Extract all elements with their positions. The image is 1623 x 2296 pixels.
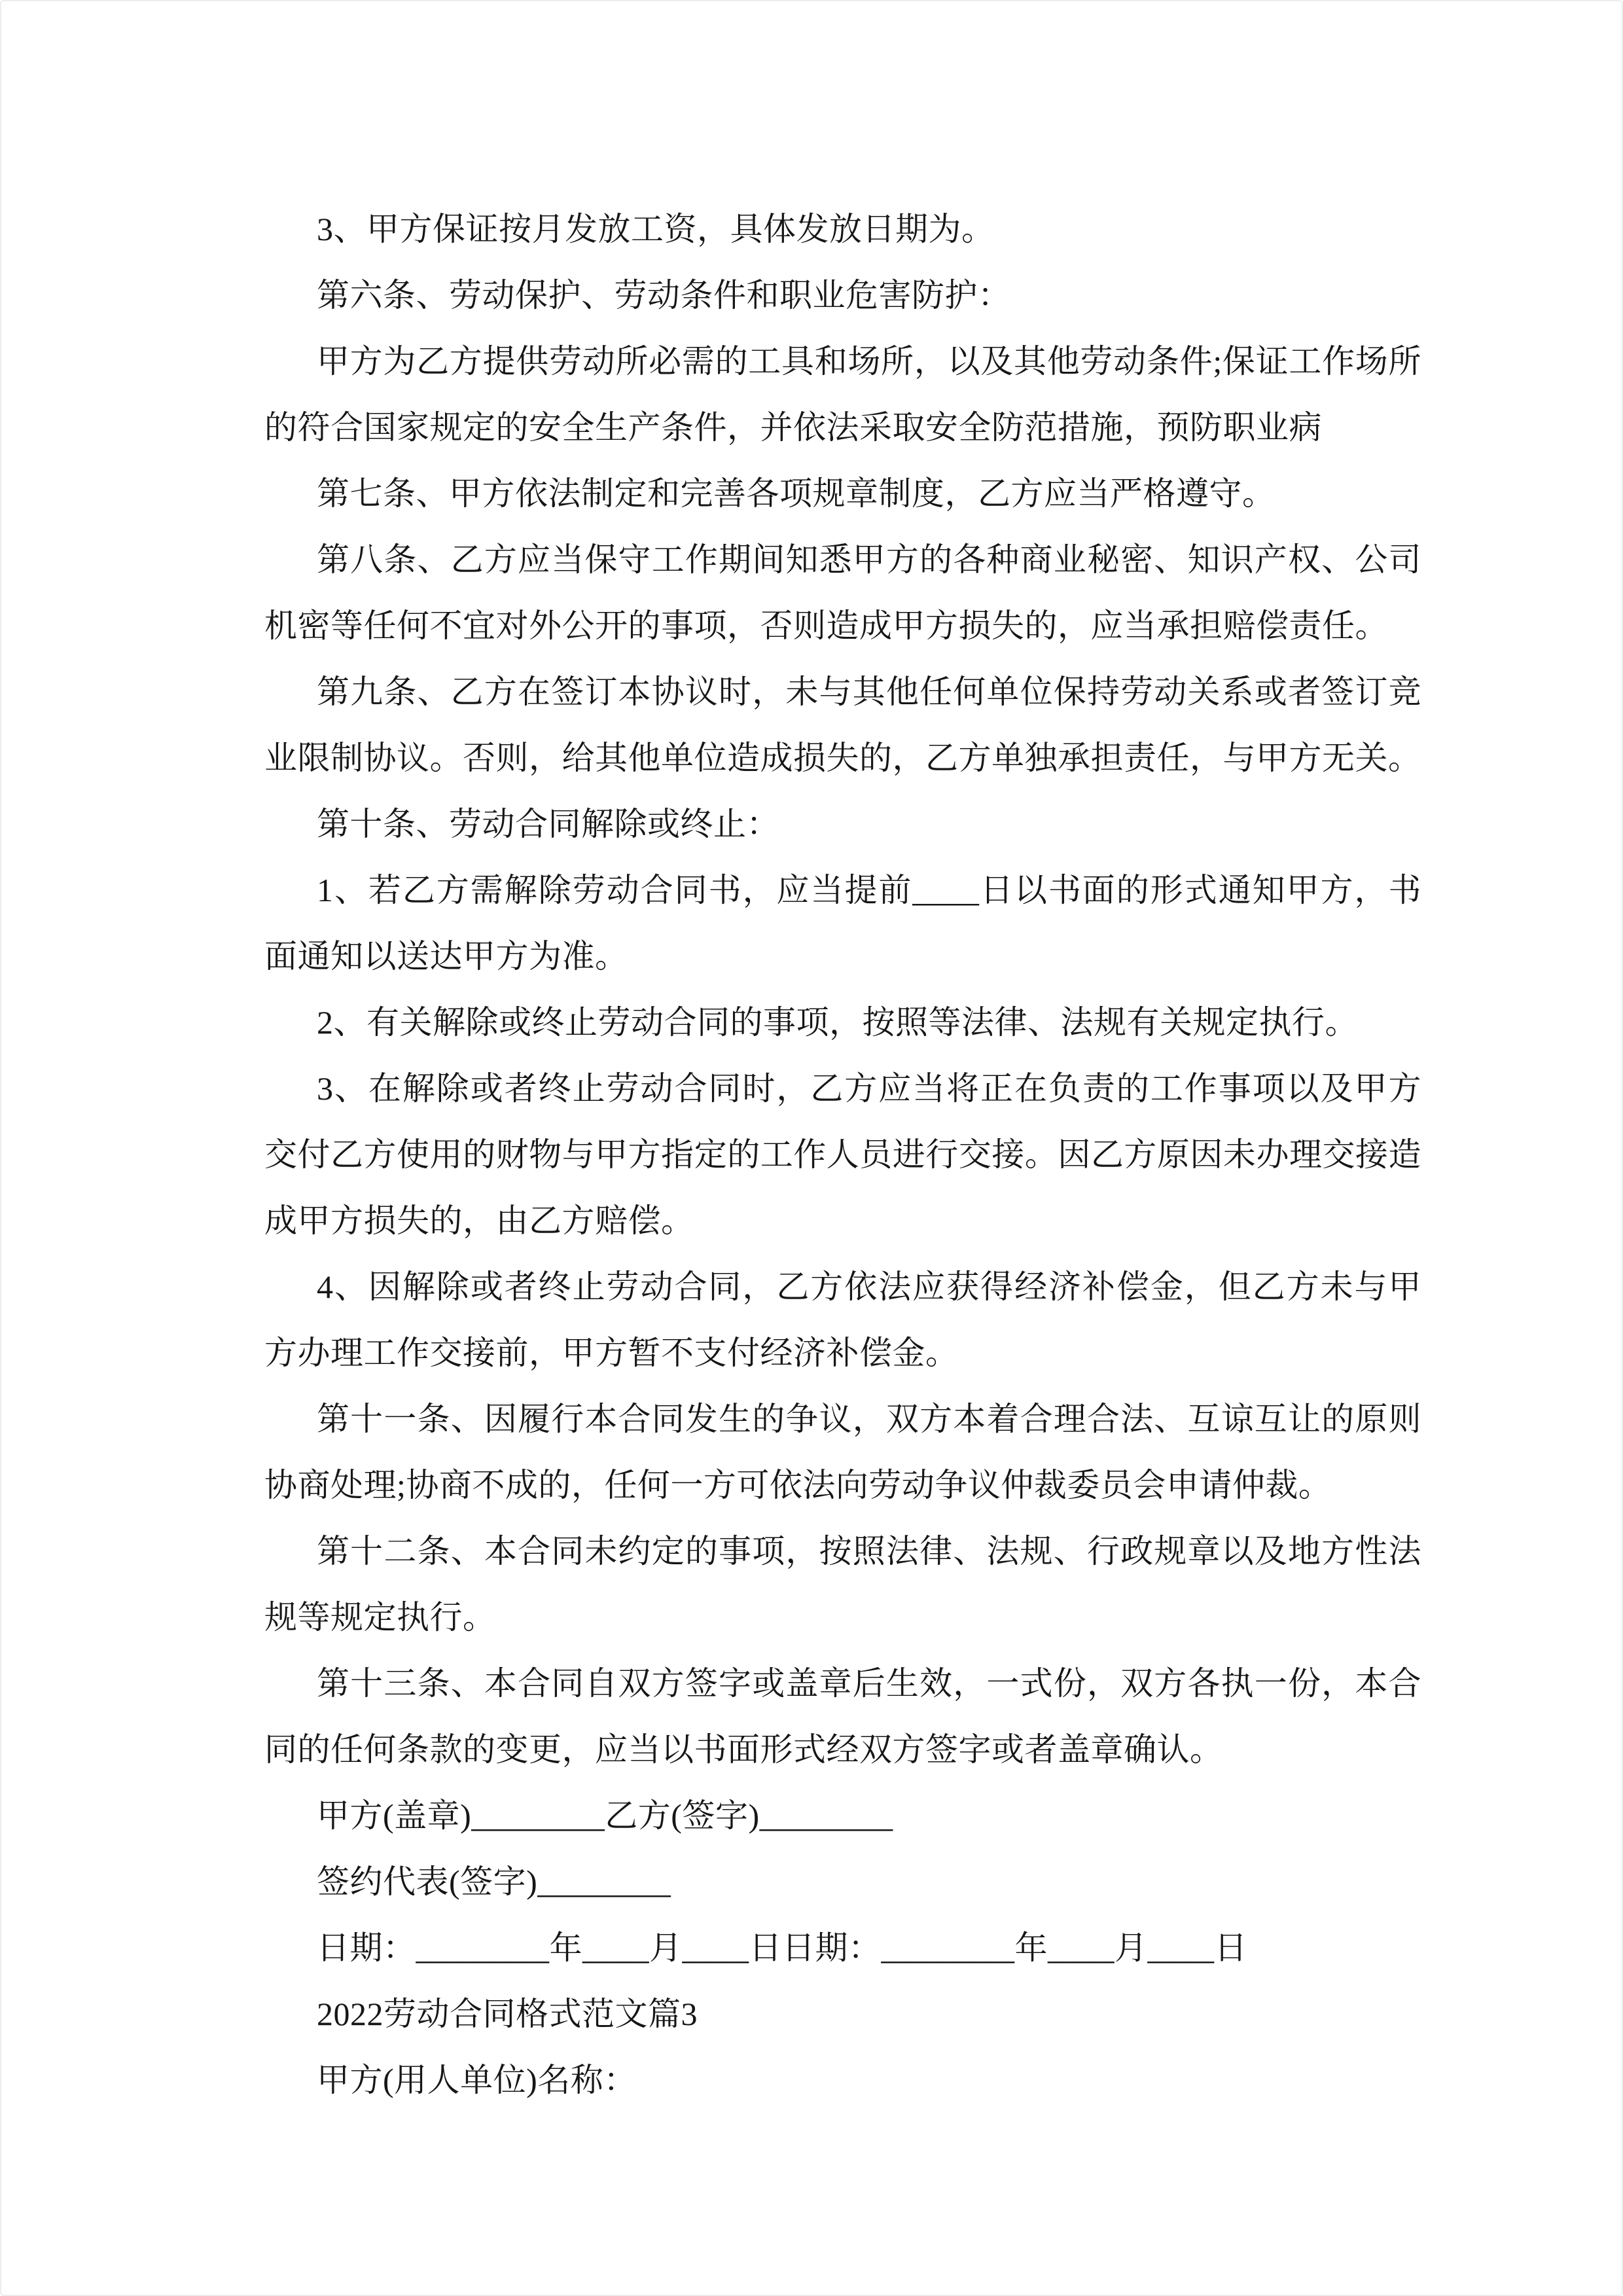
- paragraph: 第十一条、因履行本合同发生的争议，双方本着合理合法、互谅互让的原则协商处理;协商不成的，任何一方可依法向劳动争议仲裁委员会申请仲裁。: [264, 1401, 1421, 1503]
- signature-representative-line: 签约代表(签字)________: [317, 1863, 671, 1900]
- paragraph: 3、甲方保证按月发放工资，具体发放日期为。: [317, 211, 995, 247]
- contract-body: [264, 196, 1421, 2113]
- paragraph: 甲方为乙方提供劳动所必需的工具和场所，以及其他劳动条件;保证工作场所的符合国家规定的安全生产条件，并依法采取安全防范措施，预防职业病: [264, 343, 1421, 446]
- paragraph: 4、因解除或者终止劳动合同，乙方依法应获得经济补偿金，但乙方未与甲方办理工作交接前，甲方暂不支付经济补偿金。: [264, 1268, 1421, 1371]
- paragraph: 第八条、乙方应当保守工作期间知悉甲方的各种商业秘密、知识产权、公司机密等任何不宜对外公开的事项，否则造成甲方损失的，应当承担赔偿责任。: [264, 541, 1421, 644]
- paragraph: 1、若乙方需解除劳动合同书，应当提前____日以书面的形式通知甲方，书面通知以送达甲方为准。: [264, 872, 1421, 975]
- paragraph: 2、有关解除或终止劳动合同的事项，按照等法律、法规有关规定执行。: [317, 1004, 1358, 1041]
- paragraph: 3、在解除或者终止劳动合同时，乙方应当将正在负责的工作事项以及甲方交付乙方使用的财物与甲方指定的工作人员进行交接。因乙方原因未办理交接造成甲方损失的，由乙方赔偿。: [264, 1070, 1421, 1239]
- date-line: 日期：________年____月____日日期：________年____月____日: [317, 1929, 1247, 1966]
- paragraph: 第六条、劳动保护、劳动条件和职业危害防护：: [317, 277, 1011, 314]
- paragraph: 第七条、甲方依法制定和完善各项规章制度，乙方应当严格遵守。: [317, 475, 1275, 512]
- paragraph: 第十条、劳动合同解除或终止：: [317, 806, 779, 842]
- paragraph: 第十三条、本合同自双方签字或盖章后生效，一式份，双方各执一份，本合同的任何条款的变更，应当以书面形式经双方签字或者盖章确认。: [264, 1665, 1421, 1768]
- section-title: 2022劳动合同格式范文篇3: [317, 1996, 698, 2032]
- paragraph: 第十二条、本合同未约定的事项，按照法律、法规、行政规章以及地方性法规等规定执行。: [264, 1533, 1421, 1636]
- party-a-name-line: 甲方(用人单位)名称：: [317, 2062, 637, 2098]
- paragraph: 第九条、乙方在签订本协议时，未与其他任何单位保持劳动关系或者签订竞业限制协议。否则，给其他单位造成损失的，乙方单独承担责任，与甲方无关。: [264, 673, 1421, 776]
- signature-line: 甲方(盖章)________乙方(签字)________: [317, 1797, 893, 1834]
